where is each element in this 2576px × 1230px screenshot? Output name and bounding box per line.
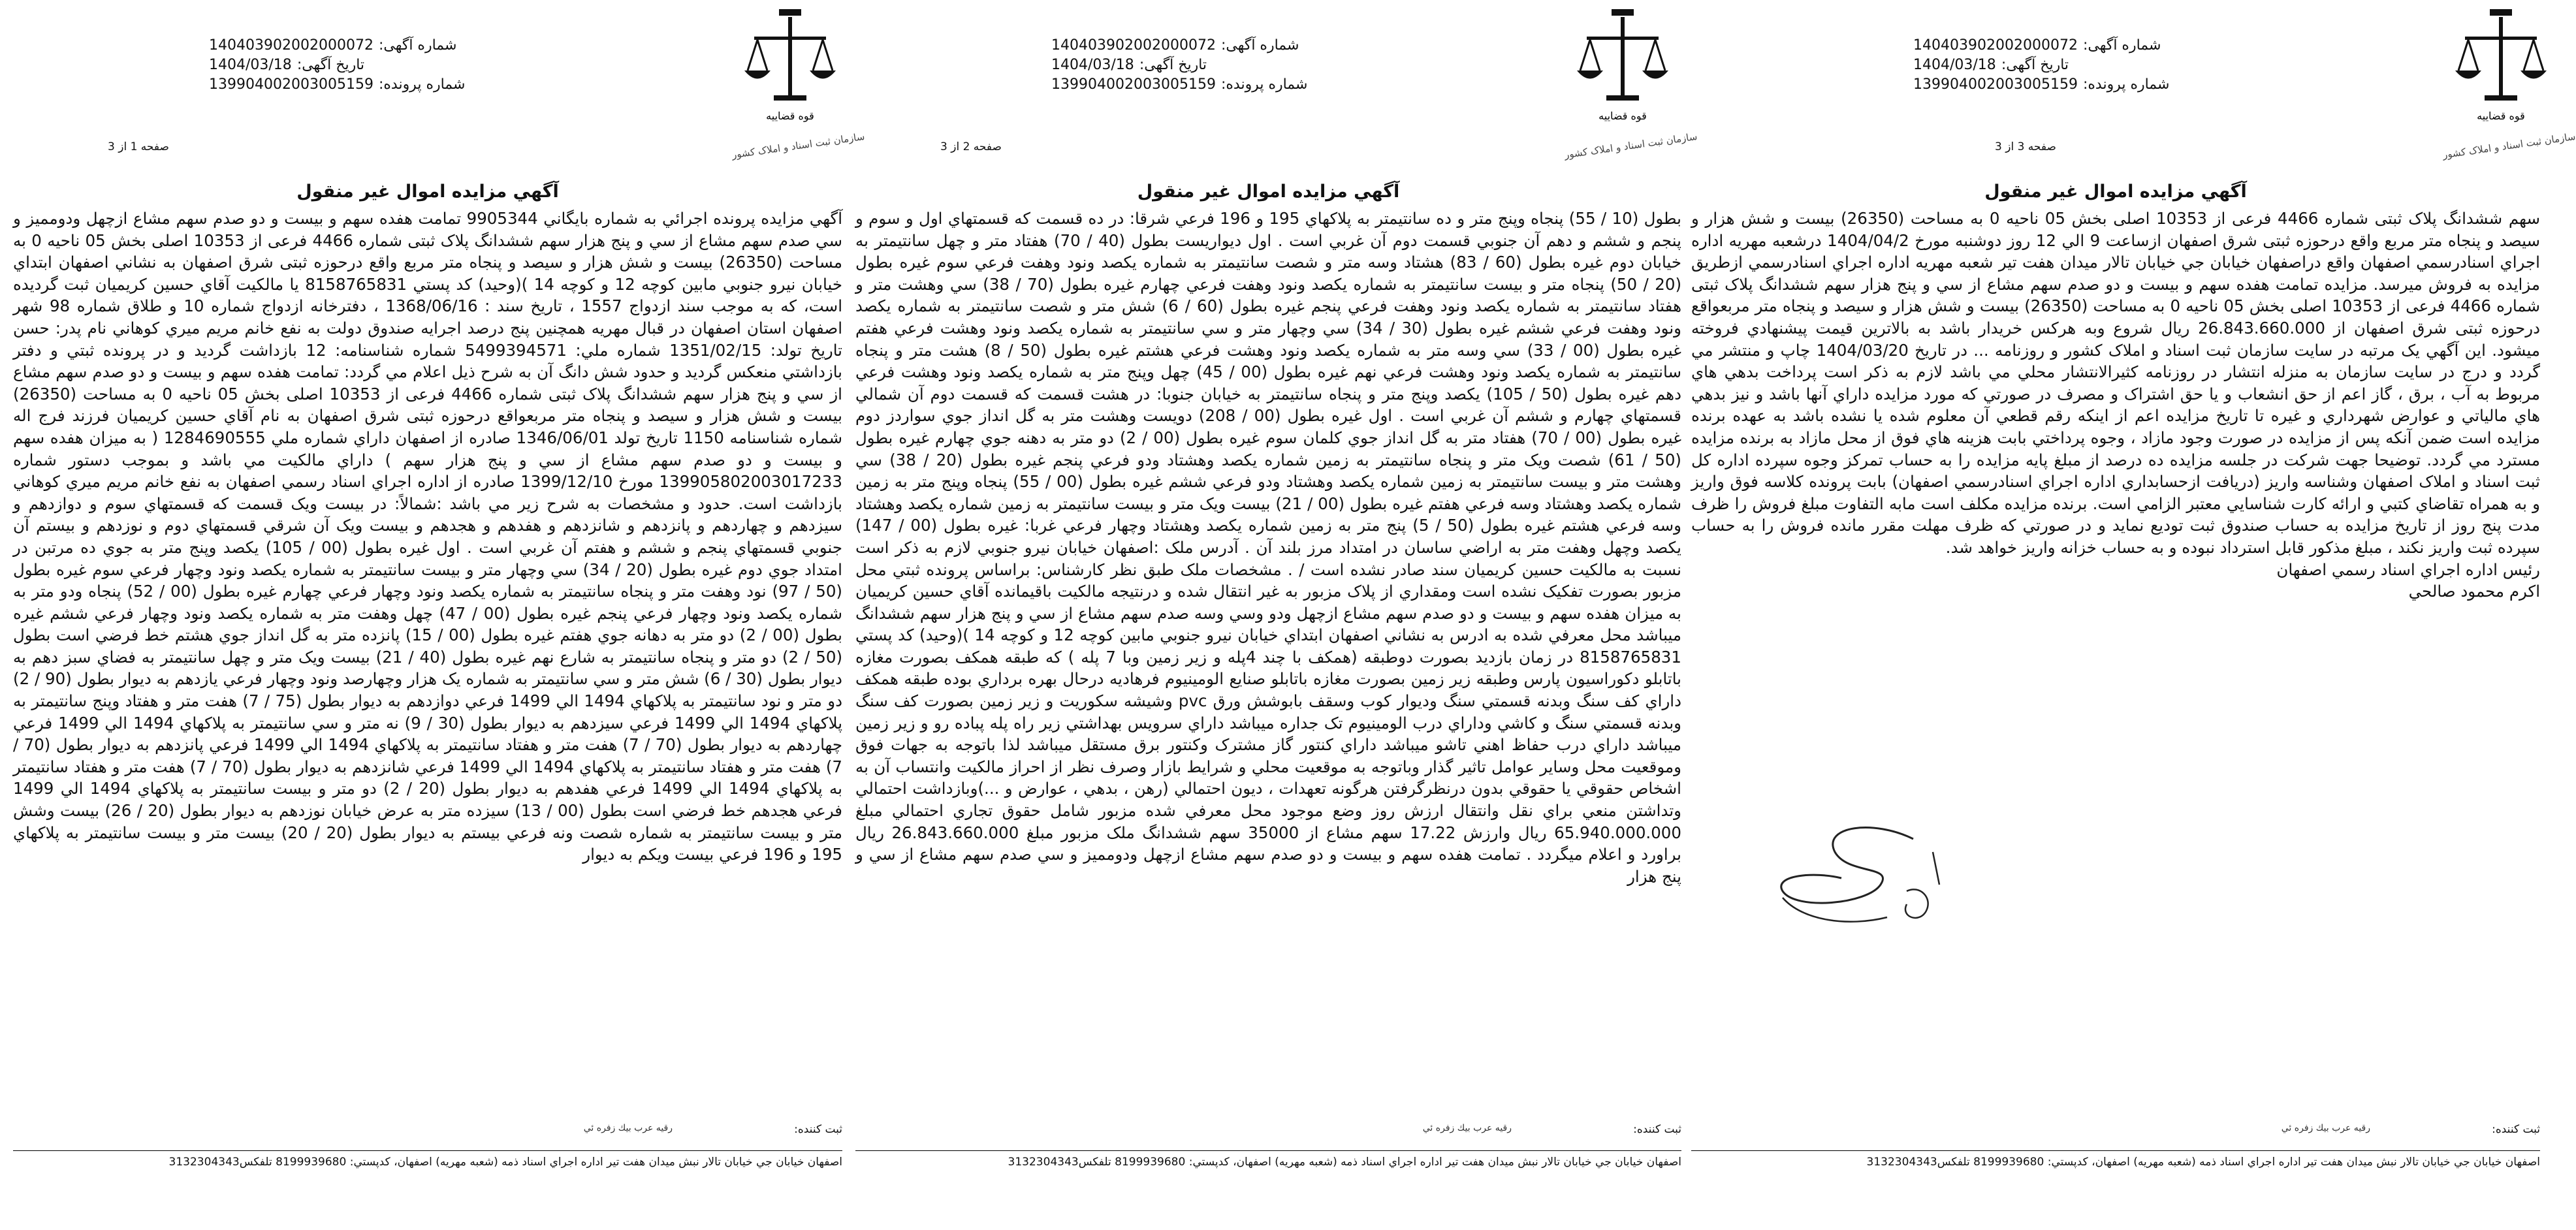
body-text: آگهي مزايده پرونده اجرائي به شماره بايگاني 9905344 تمامت هفده سهم و بيست و دو صدم سهم مشاع ازچهل ودوممیز و سي صدم سهم مشاع از سي و پنج هزار سهم ششدانگ پلاک ثبتی شماره 4466 فرعی از 10353 اصلی بخش 05 ناحیه 0 به مساحت (26350) بيست و شش هزار و سيصد و پنجاه متر مربع واقع درحوزه ثبتی شرق اصفهان به نشاني اصفهان ابتداي خيابان نيرو جنوبي مابين کوچه 12 و کوچه 14 )(وحيد) کد پستي 8158765831 يا مالکيت آقاي حسين کريميان ثبت گرديده است، که به موجب سند ازدواج 1557 ، تاريخ سند : 1368/06/16 ، دفترخانه ازدواج شماره 10 و طلاق شماره 98 شهر اصفهان استان اصفهان در قبال مهريه همچنين پنج درصد اجرايه صندوق دولت به نفع خانم مريم ميري کوهاني نام پدر: حسن تاريخ تولد: 1351/02/15 شماره ملي: 5499394571 شماره شناسنامه: 12 بازداشت گرديد و در پرونده ثبتي و دفتر بازداشتي منعکس گرديد و حدود شش دانگ آن به شرح ذيل اعلام مي گردد: تمامت هفده سهم و بيست و دو صدم سهم مشاع از سي و پنج هزار سهم ششدانگ پلاک ثبتی شماره 4466 فرعی از 10353 اصلی بخش 05 ناحیه 0 به مساحت (26350) بيست و شش هزار و سيصد و پنجاه متر مربعواقع درحوزه ثبتی شرق اصفهان به نام آقاي حسين کريميان فرزند فرج اله شماره شناسنامه 1150 تاريخ تولد 1346/06/01 صادره از اصفهان داراي شماره ملي 1284690555 ( به ميزان هفده سهم و بيست و دو صدم سهم مشاع از سي و پنج هزار سهم ) داراي مالکيت مي باشد و بموجب دستور شماره 139905802003017233 مورخ 1399/12/10 صادره از اداره اجراي اسناد رسمي اصفهان به نفع خانم مريم ميري کوهاني بازداشت است. حدود و مشخصات به شرح زير مي باشد :شمالاً: در بيست ويک قسمت که قسمتهاي سوم و دوازدهم و سيزدهم و چهاردهم و پانزدهم و شانزدهم و هفدهم و هجدهم و بيست ويک آن شرقي قسمتهاي دوم و نوزدهم و بيستم آن جنوبي قسمتهاي پنجم و ششم و هفتم آن غربي است . اول غيره بطول (00 / 105) يکصد وپنج متر به جوي ده مرتبن در امتداد جوي دوم غيره بطول (20 / 34) سي وچهار متر و بيست سانتيمتر به شماره يکصد ونود وچهار فرعي سوم غيره بطول (50 / 97) نود وهفت متر و پنجاه سانتيمتر به شماره يکصد ونود وچهار فرعي چهارم غيره بطول (00 / 52) پنجاه ودو متر به شماره يکصد ونود وچهار فرعي پنجم غيره بطول (00 / 47) چهل وهفت متر به شماره يکصد ونود وچهار فرعي ششم غيره بطول (00 / 2) دو متر به دهانه جوي هفتم غيره بطول (00 / 15) پانزده متر به گل انداز جوي هشتم خط فرضي است بطول (50 / 2) دو متر و پنجاه سانتيمتر به شارع نهم غيره بطول (40 / 21) بيست ويک متر و چهل سانتيمتر به فضاي سبز دهم به ديوار بطول (30 / 6) شش متر و سي سانتيمتر به شماره يک هزار وچهارصد ونود وچهار فرعي يازدهم به ديوار بطول (90 / 2) دو متر و نود سانتيمتر به پلاکهاي 1494 الي 1499 فرعي دوازدهم به ديوار بطول (75 / 7) هفت متر و هفتاد وپنج سانتيمتر به پلاکهاي 1494 الي 1499 فرعي سيزدهم به ديوار بطول (30 / 9) نه متر و سي سانتيمتر به پلاکهاي 1494 الي 1499 فرعي چهاردهم به ديوار بطول (70 / 7) هفت متر و هفتاد سانتيمتر به پلاکهاي 1494 الي 1499 فرعي پانزدهم به ديوار بطول (70 / 7) هفت متر و هفتاد سانتيمتر به پلاکهاي 1494 الي 1499 فرعي شانزدهم به ديوار بطول (70 / 7) هفت متر و هفتاد سانتيمتر به پلاکهاي 1494 الي 1499 فرعي هفدهم به ديوار بطول (20 / 2) دو متر و بيست سانتيمتر به پلاکهاي 1494 الي 1499 فرعي هجدهم خط فرضي است بطول (00 / 13) سيزده متر به عرض خيابان نوزدهم به ديوار بطول (20 / 26) بيست وشش متر و بيست سانتيمتر به شماره شصت ونه فرعي بيستم به ديوار بطول (20 / 20) بيست متر و بيست سانتيمتر به پلاکهاي 195 و 196 فرعي بيست ويکم به ديوار [13, 209, 843, 864]
ad-date: 1404/03/18 [209, 57, 292, 73]
document-page-3 [13, 0, 866, 1230]
ad-date-label: تاریخ آگهی: [2001, 57, 2069, 73]
case-number-label: شماره پرونده: [378, 76, 466, 93]
ad-date: 1404/03/18 [1913, 57, 1996, 73]
case-number-label: شماره پرونده: [1220, 76, 1308, 93]
case-number-label: شماره پرونده: [2082, 76, 2170, 93]
footer-divider [855, 1150, 1681, 1151]
body-text: سهم ششدانگ پلاک ثبتی شماره 4466 فرعی از 10353 اصلی بخش 05 ناحیه 0 به مساحت (26350) بيست و شش هزار و سيصد و پنجاه متر مربع واقع درحوزه ثبتی شرق اصفهان ازساعت 9 الي 12 روز دوشنبه مورخ 1404/04/2 درشعبه مهريه اداره اجراي اسنادرسمي اصفهان واقع دراصفهان خيابان جي خيابان تالار ميدان هفت تير شعبه مهريه اداره اجراي اسنادرسمي ازطريق مزايده به فروش ميرسد. مزايده تمامت هفده سهم و بيست و دو صدم سهم مشاع از سي و پنج هزار سهم ششدانگ پلاک ثبتی شماره 4466 فرعی از 10353 اصلی بخش 05 ناحیه 0 به مساحت (26350) بيست و شش هزار و سيصد و پنجاه متر مربعواقع درحوزه ثبتی شرق اصفهان از 26.843.660.000 ريال شروع وبه هرکس خريدار باشد به بالاترين قيمت پيشنهادي فروخته ميشود. اين آگهي يک مرتبه در سايت سازمان ثبت اسناد و املاک کشور و روزنامه ... در تاريخ 1404/03/20 چاپ و منتشر مي گردد و درج در سايت سازمان به منزله انتشار در روزنامه کثيرالانتشار محلي مي باشد لازم به ذکر است پرداخت بدهي هاي مربوط به آب ، برق ، گاز اعم از حق انشعاب و يا حق اشتراک و مصرف در صورتي که مورد مزايده داراي آنها باشد و نيز بدهي هاي مالياتي و عوارض شهرداري و غيره تا تاريخ مزايده اعم از اينکه رقم قطعي آن معلوم شده يا نشده باشد به عهده برنده مزايده است ضمن آنکه پس از مزايده در صورت وجود مازاد ، وجوه پرداختي بابت هزينه هاي فوق از محل مازاد به برنده مزايده مسترد مي گردد. توضيحا جهت شرکت در جلسه مزايده ده درصد از مبلغ پايه مزايده را به حساب تمرکز وجوه سپرده اداره کل ثبت اسناد و املاک اصفهان وشناسه واريز (دريافت ازحسابداري اداره اجراي اسنادرسمي اصفهان) بابت پرونده کلاسه فوق واريز و به همراه تقاضاي کتبي و ارائه کارت شناسايي معتبر الزامي است. برنده مزايده مکلف است مابه التفاوت مبلغ فروش را ظرف مدت پنج روز از تاريخ مزايده به حساب صندوق ثبت توديع نمايد و در صورتي که ظرف مهلت مقرر مانده فروش را به حساب سپرده ثبت واريز نکند ، مبلغ مذکور قابل استرداد نبوده و به حساب خزانه واريز خواهد شد. [1691, 209, 2540, 557]
document-page-1 [1691, 0, 2576, 1230]
ad-meta [1913, 36, 2169, 95]
ad-meta [1051, 36, 1307, 95]
ad-number-label: شماره آگهی: [2082, 37, 2161, 54]
ad-number: 140403902002000072 [1913, 37, 2078, 54]
footer-divider [1691, 1150, 2540, 1151]
scales-of-justice-icon [2452, 5, 2550, 136]
scales-of-justice-icon [741, 5, 839, 136]
judiciary-emblem [731, 5, 866, 162]
page-number: صفحه 3 از 3 [1995, 140, 2056, 153]
notice-title: آگهي مزايده اموال غير منقول [296, 181, 559, 202]
ad-meta [209, 36, 465, 95]
page-number: صفحه 2 از 3 [940, 140, 1002, 153]
ad-number: 140403902002000072 [1051, 37, 1216, 54]
footer-address: اصفهان خيابان جي خيابان تالار نبش ميدان هفت تير اداره اجراي اسناد ذمه (شعبه مهريه) اصفهان، كدپستي: 8199939680 تلفكس3132304343 [1866, 1156, 2540, 1169]
footer-divider [13, 1150, 842, 1151]
judiciary-emblem [1563, 5, 1698, 162]
footer-address: اصفهان خيابان جي خيابان تالار نبش ميدان هفت تير اداره اجراي اسناد ذمه (شعبه مهريه) اصفهان، كدپستي: 8199939680 تلفكس3132304343 [1008, 1156, 1681, 1169]
signer-name: اکرم محمود صالحي [2408, 582, 2540, 601]
organization-name: سازمان ثبت اسناد و املاک کشور [2441, 130, 2576, 161]
registrar-name: رقيه عرب بيك زفره ئي [1422, 1123, 1512, 1133]
case-number: 139904002003005159 [1051, 76, 1216, 93]
registrar-label: ثبت کننده: [794, 1123, 842, 1136]
registrar-name: رقيه عرب بيك زفره ئي [583, 1123, 673, 1133]
ad-number: 140403902002000072 [209, 37, 374, 54]
notice-body [1691, 208, 2540, 603]
svg-text:قوه قضاییه: قوه قضاییه [766, 110, 814, 122]
svg-text:قوه قضاییه: قوه قضاییه [1598, 110, 1647, 122]
ad-date-label: تاریخ آگهی: [1139, 57, 1207, 73]
registrar-label: ثبت کننده: [1633, 1123, 1681, 1136]
registrar-label: ثبت کننده: [2492, 1123, 2540, 1136]
document-page-2 [855, 0, 1698, 1230]
notice-title: آگهي مزايده اموال غير منقول [1984, 181, 2247, 202]
page-number: صفحه 1 از 3 [108, 140, 169, 153]
notice-body [855, 208, 1681, 887]
case-number: 139904002003005159 [209, 76, 374, 93]
signer-block [1691, 559, 2540, 603]
judiciary-emblem [2441, 5, 2576, 162]
svg-text:قوه قضاییه: قوه قضاییه [2477, 110, 2525, 122]
organization-name: سازمان ثبت اسناد و املاک کشور [1563, 130, 1698, 161]
case-number: 139904002003005159 [1913, 76, 2078, 93]
body-text: بطول (10 / 55) پنجاه وپنج متر و ده سانتيمتر به پلاکهاي 195 و 196 فرعي شرقا: در ده قسمت که قسمتهاي اول و سوم و پنجم و ششم و دهم آن جنوبي قسمت دوم آن غربي است . اول ديواريست بطول (40 / 70) هفتاد متر و چهل سانتيمتر به خيابان دوم غيره بطول (60 / 83) هشتاد وسه متر و شصت سانتيمتر به شماره يکصد ونود وهفت فرعي سوم غيره بطول (20 / 50) پنجاه متر و بيست سانتيمتر به شماره يکصد ونود وهفت فرعي چهارم غيره بطول (70 / 38) سي وهشت متر و هفتاد سانتيمتر به شماره يکصد ونود وهفت فرعي پنجم غيره بطول (60 / 6) شش متر و شصت سانتيمتر به شماره يکصد ونود وهفت فرعي ششم غيره بطول (30 / 34) سي وچهار متر و سي سانتيمتر به شماره يکصد ونود وهشت فرعي هفتم غيره بطول (00 / 33) سي وسه متر به شماره يکصد ونود وهشت فرعي هشتم غيره بطول (50 / 8) هشت متر و پنجاه سانتيمتر به شماره يکصد ونود وهشت فرعي نهم غيره بطول (00 / 45) چهل وپنج متر به شماره يکصد ونود وهشت فرعي دهم غيره بطول (50 / 105) يکصد وپنج متر و پنجاه سانتيمتر به خيابان جنوبا: در هشت قسمت که قسمت دوم آن شمالي قسمتهاي چهارم و ششم آن غربي است . اول غيره بطول (00 / 208) دويست وهشت متر به گل انداز جوي سواردز دوم غيره بطول (00 / 70) هفتاد متر به گل انداز جوي کلمان سوم غيره بطول (00 / 2) دو متر به دهنه جوي چهارم غيره بطول (50 / 61) شصت ويک متر و پنجاه سانتيمتر به زمين شماره يکصد وهشتاد ودو فرعي پنجم غيره بطول (20 / 38) سي وهشت متر و بيست سانتيمتر به زمين شماره يکصد وهشتاد ودو فرعي ششم غيره بطول (00 / 55) پنجاه وپنج متر به زمين شماره يکصد وهشتاد وسه فرعي هفتم غيره بطول (00 / 21) بيست ويک متر و بيست سانتيمتر به زمين شماره يکصد وهشتاد وسه فرعي هشتم غيره بطول (50 / 5) پنج متر به زمين شماره يکصد وهشتاد وچهار فرعي غربا: غيره بطول (00 / 147) يکصد وچهل وهفت متر به اراضي ساسان در امتداد مرز بلند آن . آدرس ملک :اصفهان خيابان نيرو جنوبي لازم به ذکر است نسبت به مالکيت حسين کريميان سند صادر نشده است / . مشخصات ملک طبق نظر کارشناس: براساس پرونده ثبتي محل مزبور بصورت تفکيک نشده است ومقداري از پلاک مزبور به غير انتقال شده و درنتيجه مالکيت باقيمانده آقاي حسين کريميان به ميزان هفده سهم و بيست و دو صدم سهم مشاع ازچهل ودو وسي وسه صدم سهم مشاع از سي و پنج هزار سهم ششدانگ ميباشد محل معرفي شده به ادرس به نشاني اصفهان ابتداي خيابان نيرو جنوبي مابين کوچه 12 و کوچه 14 )(وحيد) کد پستي 8158765831 در زمان بازديد بصورت دوطبقه (همکف با چند 4پله و زير زمين وبا 7 پله ) که طبقه همکف بصورت مغازه باتابلو دکوراسيون پارس وطبقه زير زمين بصورت مغازه باتابلو صنايع الومينيوم فرهاديه درحال بهره برداري بوده طبقه همکف داراي کف سنگ وبدنه قسمتي سنگ وديوار کوب وسقف بابوشش ورق pvc وشيشه سکوريت و زير زمين بصورت کف سنگ وبدنه قسمتي سنگ و کاشي وداراي درب الومينيوم تک جداره ميباشد داراي سرويس بهداشتي زير راه پله پباده رو و زير زمين ميباشد داراي درب حفاظ اهني تاشو ميباشد داراي کنتور گاز مشترک وکنتور برق مستقل ميباشد لذا باتوجه به جهات فوق وموقعيت محل وساير عوامل تاثير گذار وباتوجه به موقعيت محلي و شرايط بازار وصرف نظر از احراز مالکيت وانتساب آن به اشخاص حقوقي يا حقوقي بدون درنظرگرفتن هرگونه تعهدات ، ديون احتمالي (رهن ، بدهي ، عوارض و ...)وبازداشت احتمالي وتداشتن منعي براي نقل وانتقال ارزش روز وضع موجود محل معرفي شده مزبور شامل حقوق تجاري احتمالي مبلغ 65.940.000.000 ريال وارزش 17.22 سهم مشاع از 35000 سهم ششدانگ ملک مزبور مبلغ 26.843.660.000 ريال براورد و اعلام ميگردد . تمامت هفده سهم و بيست و دو صدم سهم مشاع ازچهل ودومميز و سي صدم سهم مشاع از سي و پنج هزار [855, 209, 1682, 886]
scales-of-justice-icon [1574, 5, 1672, 136]
handwritten-signature-image [1743, 813, 1959, 950]
ad-number-label: شماره آگهی: [1220, 37, 1299, 54]
ad-date: 1404/03/18 [1051, 57, 1134, 73]
notice-body [13, 208, 842, 866]
signer-title: رئيس اداره اجراي اسناد رسمي اصفهان [2276, 560, 2540, 579]
registrar-name: رقيه عرب بيك زفره ئي [2281, 1123, 2370, 1133]
footer-address: اصفهان خيابان جي خيابان تالار نبش ميدان هفت تير اداره اجراي اسناد ذمه (شعبه مهريه) اصفهان، كدپستي: 8199939680 تلفكس3132304343 [168, 1156, 842, 1169]
organization-name: سازمان ثبت اسناد و املاک کشور [731, 130, 866, 161]
ad-date-label: تاریخ آگهی: [296, 57, 365, 73]
ad-number-label: شماره آگهی: [378, 37, 457, 54]
notice-title: آگهي مزايده اموال غير منقول [1137, 181, 1400, 202]
